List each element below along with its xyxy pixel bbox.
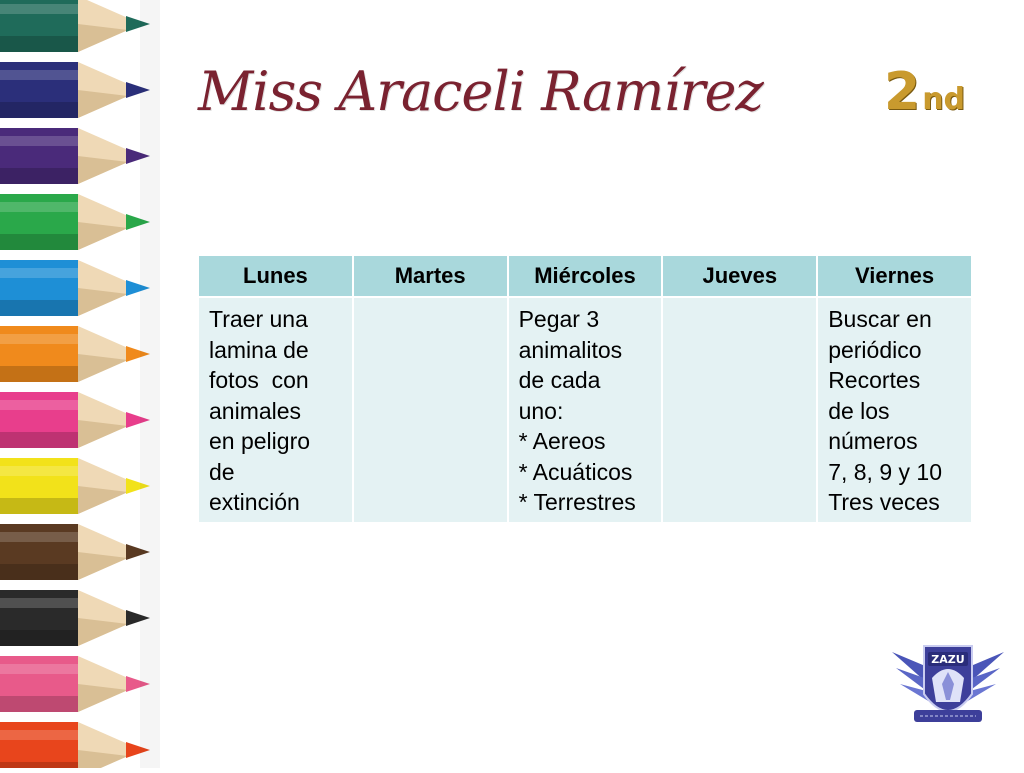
pencil <box>0 128 150 184</box>
cell-line: de los <box>828 397 890 424</box>
cell-line: 7, 8, 9 y 10 <box>828 458 942 485</box>
cell-jueves <box>662 297 817 523</box>
pencil-border-decoration <box>0 0 160 768</box>
pencil <box>0 62 150 118</box>
pencil <box>0 0 150 52</box>
cell-line: en peligro <box>209 428 311 454</box>
cell-line: * Acuáticos <box>518 458 633 485</box>
header-viernes: Viernes <box>817 255 972 297</box>
table-row <box>198 297 972 523</box>
header-lunes: Lunes <box>198 255 353 297</box>
pencil-shadow <box>140 0 160 768</box>
cell-line: extinción <box>209 489 300 515</box>
cell-line: Traer una <box>209 306 308 332</box>
cell-line: de <box>209 458 235 485</box>
cell-miercoles <box>508 297 663 523</box>
school-logo <box>890 638 1006 736</box>
homework-schedule-table <box>197 254 973 524</box>
grade-label <box>884 62 965 122</box>
header-miercoles: Miércoles <box>508 255 663 297</box>
pencil <box>0 392 150 448</box>
cell-line: * Aereos <box>518 428 606 454</box>
cell-line: animales <box>209 397 302 424</box>
cell-martes <box>353 297 508 523</box>
cell-line: lamina de <box>209 336 309 363</box>
cell-line: de cada <box>518 367 601 393</box>
cell-viernes <box>817 297 972 523</box>
cell-lunes <box>198 297 353 523</box>
pencil <box>0 590 150 646</box>
slide-title: Miss Araceli Ramírez <box>198 60 763 123</box>
cell-line: * Terrestres <box>518 489 636 515</box>
pencil <box>0 260 150 316</box>
logo-text: ZAZU <box>931 653 965 666</box>
pencil <box>0 326 150 382</box>
pencil <box>0 524 150 580</box>
cell-line: periódico <box>828 336 922 363</box>
cell-line: fotos con <box>209 367 309 393</box>
header-martes: Martes <box>353 255 508 297</box>
pencil <box>0 458 150 514</box>
pencil <box>0 722 150 768</box>
school-crest-icon <box>890 638 1006 736</box>
cell-line: números <box>828 428 918 454</box>
pencil <box>0 194 150 250</box>
grade-suffix: nd <box>922 82 966 117</box>
cell-line: Pegar 3 <box>518 306 600 332</box>
cell-line: Buscar en <box>828 306 932 332</box>
table-header-row <box>198 255 972 297</box>
colored-pencils-icon <box>0 0 160 768</box>
pencil <box>0 656 150 712</box>
cell-line: Recortes <box>828 367 921 393</box>
cell-line: animalitos <box>518 336 623 363</box>
cell-line: Tres veces <box>828 489 940 515</box>
header-jueves: Jueves <box>662 255 817 297</box>
grade-number: 2 <box>884 62 921 122</box>
cell-line: uno: <box>518 397 564 424</box>
